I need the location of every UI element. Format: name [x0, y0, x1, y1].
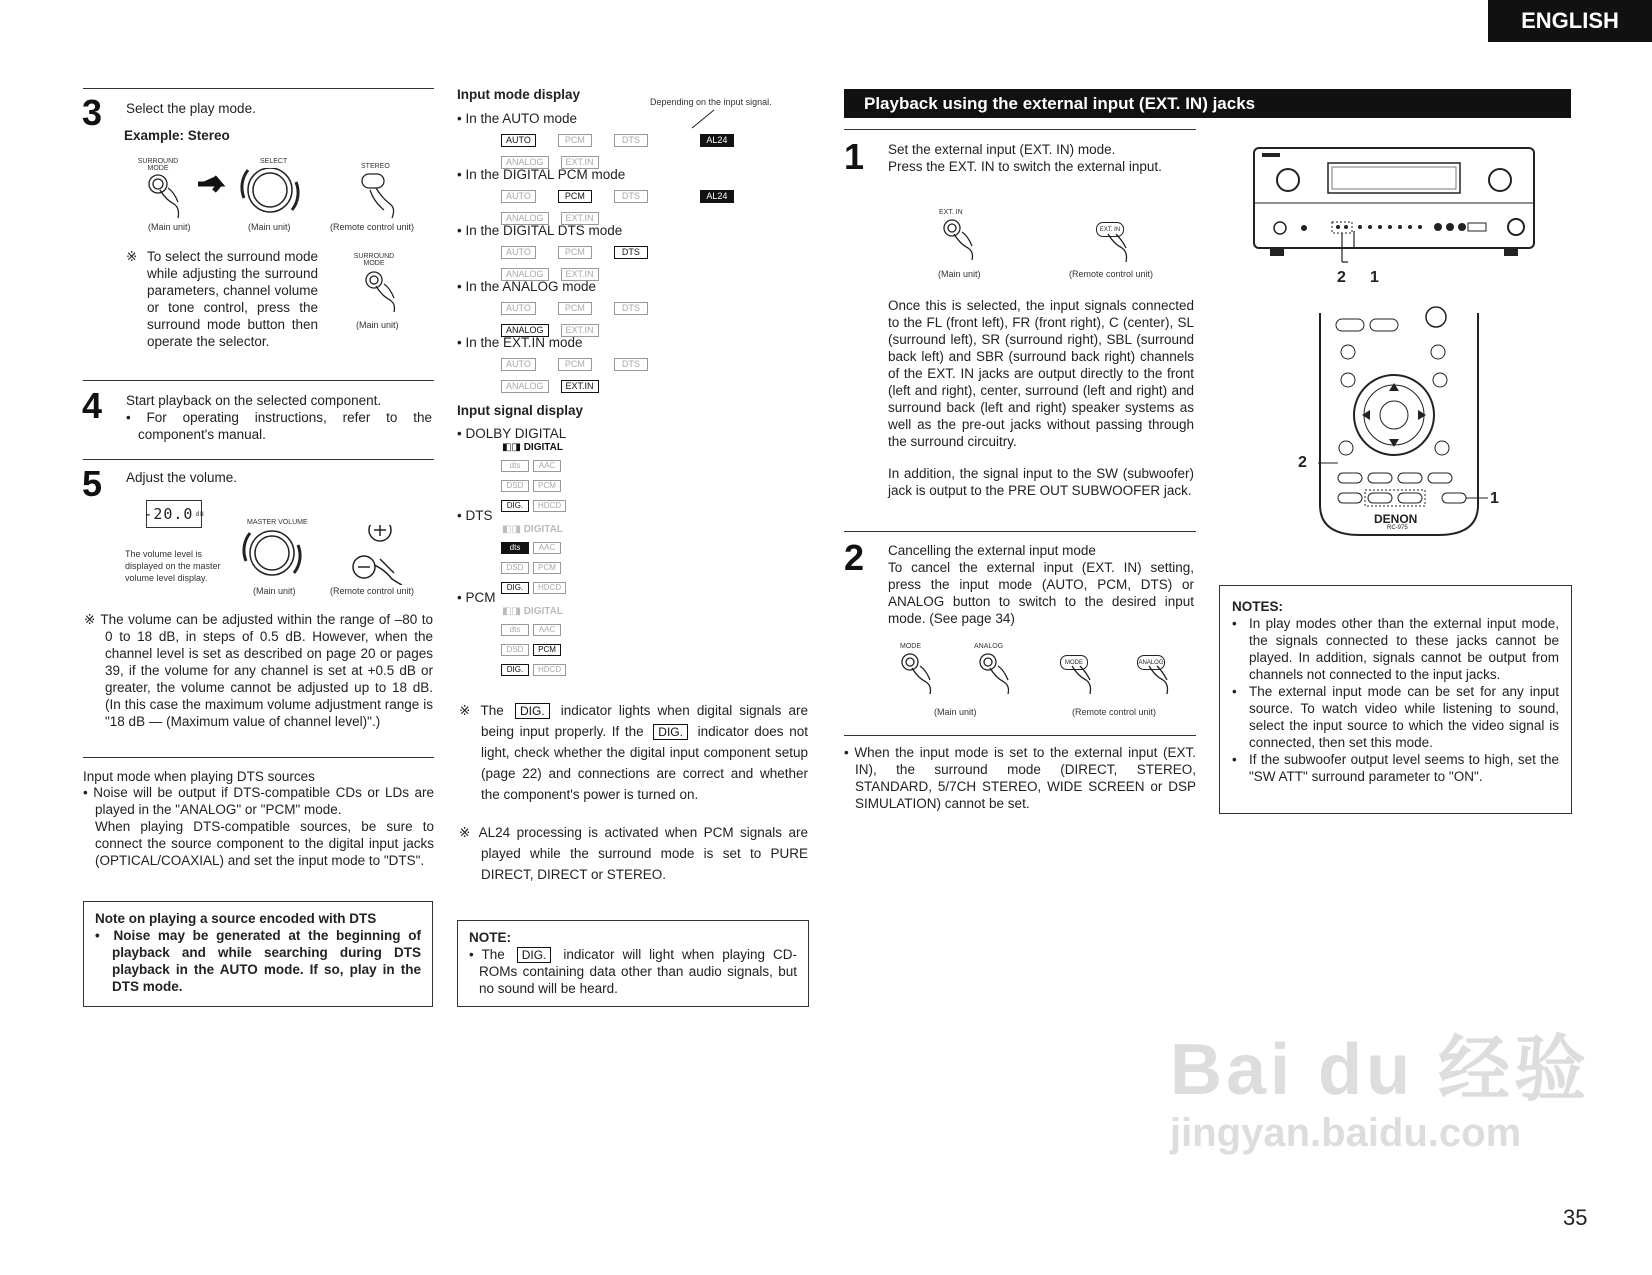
signal-block: [457, 589, 570, 677]
mode-indicator: PCM: [558, 302, 592, 315]
indicator-row: [501, 298, 670, 316]
signal-indicator: HDCD: [533, 664, 566, 676]
caption-remote-unit: (Remote control unit): [330, 222, 415, 232]
caption-main-unit: (Main unit): [934, 707, 977, 717]
input-mode-label: • In the EXT.IN mode: [457, 335, 583, 350]
step-3-illustration: [140, 168, 440, 230]
signal-indicator: DIG.: [501, 664, 529, 676]
signal-label: • PCM: [457, 590, 496, 605]
caption-main-unit: (Main unit): [248, 222, 291, 232]
step-3-text: Select the play mode.: [126, 101, 256, 116]
step-2-line2: To cancel the external input (EXT. IN) setting, press the input mode (AUTO, PCM, DTS) or ANALOG button to switch to the desired input mode. (See page 34): [888, 560, 1194, 626]
signal-indicator: PCM: [533, 562, 561, 574]
hand-press-icon: [360, 270, 404, 316]
mode-indicator: DTS: [614, 358, 648, 371]
signal-indicator: AAC: [533, 542, 561, 554]
mode-indicator: AUTO: [501, 302, 536, 315]
signal-indicator: dts: [501, 542, 529, 554]
ext-in-bottom-note: • When the input mode is set to the external input (EXT. IN), the surround mode (DIRECT, STEREO, STANDARD, 5/7CH STEREO, WIDE SCREEN or DSP SIMULATION) cannot be set.: [844, 745, 1196, 811]
input-mode-title: Input mode display: [457, 87, 581, 102]
signal-indicator-row: [501, 537, 570, 555]
signal-indicator: DSD: [501, 480, 529, 492]
ext-in-remote-button: EXT. IN: [1096, 222, 1124, 237]
signal-indicator: PCM: [533, 644, 561, 656]
signal-indicator: dts: [501, 624, 529, 636]
dig-note-box: [457, 920, 809, 1007]
step-1-line1: Set the external input (EXT. IN) mode.: [888, 142, 1116, 157]
dolby-digital-logo: ◧◨ DIGITAL: [502, 606, 563, 617]
divider: [83, 88, 434, 89]
mode-indicator: ANALOG: [501, 212, 549, 225]
signal-indicator: HDCD: [533, 500, 566, 512]
select-knob-icon: [242, 168, 298, 212]
mode-indicator: PCM: [558, 246, 592, 259]
signal-indicator: dts: [501, 460, 529, 472]
mode-indicator: EXT.IN: [561, 156, 599, 169]
mode-indicator: DTS: [614, 134, 648, 147]
signal-indicator: DSD: [501, 644, 529, 656]
mode-indicator: ANALOG: [501, 268, 549, 281]
mode-indicator: EXT.IN: [561, 380, 599, 393]
note-title: NOTE:: [469, 930, 511, 945]
mode-indicator: EXT.IN: [561, 324, 599, 337]
divider: [83, 380, 434, 381]
dts-section-title: Input mode when playing DTS sources: [83, 769, 315, 784]
example-label: Example: Stereo: [124, 128, 230, 143]
mode-indicator: EXT.IN: [561, 212, 599, 225]
input-mode-label: • In the ANALOG mode: [457, 279, 597, 294]
input-mode-label: • In the DIGITAL DTS mode: [457, 223, 623, 238]
signal-indicator-row: [501, 639, 570, 657]
al24-note: ※ AL24 processing is activated when PCM signals are played while the surround mode is set to PURE DIRECT, DIRECT or STEREO.: [459, 825, 808, 882]
remote-callout-2: 2: [1298, 454, 1307, 471]
hand-press-icon: [1104, 232, 1144, 270]
volume-display-note: The volume level is displayed on the master volume level display.: [125, 549, 221, 583]
signal-indicator: PCM: [533, 480, 561, 492]
hand-press-icon: [940, 218, 990, 264]
volume-value: -20.0: [143, 505, 194, 523]
step-1-line2: Press the EXT. IN to switch the external input.: [888, 159, 1162, 174]
divider: [83, 757, 434, 758]
remote-control: [1318, 305, 1488, 545]
al24-indicator: AL24: [700, 134, 734, 147]
step-4-number: 4: [82, 385, 103, 426]
mode-indicator: PCM: [558, 134, 592, 147]
input-mode-block: [457, 334, 670, 394]
indicator-row: [501, 186, 756, 204]
input-mode-block: [457, 166, 756, 226]
dts-note-item: • Noise may be generated at the beginning of playback and while searching during DTS playback in the AUTO mode. If so, play in the DTS mode.: [95, 928, 422, 994]
mode-indicator: AUTO: [501, 246, 536, 259]
signal-indicator: AAC: [533, 624, 561, 636]
notes-item: • The external input mode can be set for any input source. To watch video while listening to sound, select the input source to which the video signal is connected, then set this mode.: [1232, 684, 1559, 750]
step-1-number: 1: [844, 136, 865, 177]
signal-indicator: DIG.: [501, 582, 529, 594]
input-mode-label: • In the DIGITAL PCM mode: [457, 167, 626, 182]
watermark: [1170, 1030, 1590, 1156]
signal-indicator: AAC: [533, 460, 561, 472]
ext-in-label: EXT. IN: [939, 209, 963, 216]
signal-indicator: DIG.: [501, 500, 529, 512]
signal-block: [457, 507, 570, 595]
divider: [844, 735, 1196, 736]
notes-box: [1219, 585, 1572, 814]
signal-indicator-row: [501, 659, 570, 677]
arrow-right-icon: [198, 177, 220, 191]
volume-range-note: ※ The volume can be adjusted within the range of –80 to 0 to 18 dB, in steps of 0.5 dB. However, when the channel level is set as described on page 20 or pages 39, if the volume for any channel is set at +0.5 dB or greater, the volume cannot be adjusted up to 18 dB. (In this case the maximum volume adjustment range is "18 dB — (Maximum value of channel level)".): [84, 612, 433, 729]
notes-item: • In play modes other than the external input mode, the signals connected to these jacks cannot be played. In addition, signals cannot be output from channels not connected to the input jacks.: [1232, 616, 1559, 682]
caption-remote-unit: (Remote control unit): [330, 586, 415, 596]
signal-label: • DOLBY DIGITAL: [457, 426, 567, 441]
dts-note-title: Note on playing a source encoded with DTS: [95, 911, 377, 926]
dolby-digital-logo: ◧◨ DIGITAL: [502, 524, 563, 535]
hand-press-icon: [149, 175, 179, 218]
master-volume-knob-icon: [244, 531, 300, 575]
stereo-label: STEREO: [361, 163, 390, 170]
dts-note-box: [83, 901, 433, 1007]
step-4-text: Start playback on the selected component.: [126, 393, 382, 408]
signal-title: Input signal display: [457, 403, 584, 418]
mode-remote-button: MODE: [1060, 655, 1088, 670]
hand-press-icon: [1068, 664, 1188, 702]
callout-1: 1: [1370, 269, 1379, 286]
surround-mode-label: SURROUND MODE: [353, 253, 395, 267]
language-tab: ENGLISH: [1488, 0, 1652, 42]
step-2-line1: Cancelling the external input mode: [888, 543, 1096, 558]
notes-title: NOTES:: [1232, 599, 1284, 614]
step-3-note: To select the surround mode while adjusting the surround parameters, channel volume or tone control, press the surround mode button then operate the selector.: [147, 249, 318, 349]
notes-list: [1232, 615, 1559, 785]
master-volume-label: MASTER VOLUME: [247, 519, 308, 526]
step-3-number: 3: [82, 92, 103, 133]
signal-indicator-row: [501, 475, 570, 493]
signal-indicator-row: [501, 557, 570, 575]
note-text: • The DIG. indicator will light when playing CD-ROMs containing data other than audio signals, but no sound will be heard.: [469, 947, 797, 996]
section-title-bar: Playback using the external input (EXT. IN) jacks: [844, 89, 1571, 118]
mode-indicator: PCM: [558, 358, 592, 371]
input-mode-block: [457, 222, 670, 282]
step-2-number: 2: [844, 537, 865, 578]
caption-main-unit: (Main unit): [938, 269, 981, 279]
divider: [83, 459, 434, 460]
dig-indicator: DIG.: [653, 724, 688, 740]
dolby-icon: ◧◨: [502, 524, 524, 535]
volume-unit: dB: [195, 510, 205, 518]
step-5-text: Adjust the volume.: [126, 470, 238, 485]
caption-main-unit: (Main unit): [356, 320, 399, 330]
dig-note: ※ The DIG. indicator lights when digital signals are being input properly. If the DIG. indicator does not light, check whether the digital input component setup (page 22) and connections are correct and whether the component's power is turned on.: [459, 703, 808, 802]
select-label: SELECT: [260, 158, 288, 165]
note-mark: ※: [126, 249, 138, 264]
analog-label: ANALOG: [974, 643, 1004, 650]
caption-main-unit: (Main unit): [148, 222, 191, 232]
dig-indicator: DIG.: [515, 703, 550, 719]
callout-2: 2: [1337, 269, 1346, 286]
dts-paragraph: When playing DTS-compatible sources, be sure to connect the source component to the digital input jacks (OPTICAL/COAXIAL) and set the input mode to "DTS".: [95, 819, 434, 868]
mode-indicator: ANALOG: [501, 324, 549, 337]
mode-indicator: EXT.IN: [561, 268, 599, 281]
volume-up-down-icon: [353, 525, 402, 585]
ext-in-description: Once this is selected, the input signals connected to the FL (front left), FR (front right), C (center), SL (surround left), SR (surround right), SBL (surround back left) and SBR (surround back right) channels of the EXT. IN jacks are output directly to the front (left and right), center, surround (left and right) and surround back (left and right) speaker systems as well as the pre-out jacks without passing through the surround circuitry.: [888, 298, 1194, 449]
mode-indicator: PCM: [558, 190, 592, 203]
signal-label: • DTS: [457, 508, 493, 523]
divider: [844, 129, 1196, 130]
mode-indicator: AUTO: [501, 134, 536, 147]
caption-main-unit: (Main unit): [253, 586, 296, 596]
analog-remote-button: ANALOG: [1137, 655, 1165, 670]
mode-indicator: AUTO: [501, 190, 536, 203]
ext-in-subwoofer-note: In addition, the signal input to the SW (subwoofer) jack is output to the PRE OUT SUBWOOFER jack.: [888, 466, 1194, 498]
step-5-number: 5: [82, 463, 103, 504]
indicator-row: [501, 130, 756, 148]
dolby-digital-logo: ◧◨ DIGITAL: [502, 442, 563, 453]
signal-indicator-row: [501, 619, 570, 637]
input-mode-block: [457, 278, 670, 338]
depending-note: Depending on the input signal.: [650, 97, 772, 107]
notes-item: • If the subwoofer output level seems to high, set the "SW ATT" surround parameter to "ON".: [1232, 752, 1559, 784]
indicator-row: [501, 242, 670, 260]
caption-remote-unit: (Remote control unit): [1072, 707, 1157, 717]
stereo-button-icon: [362, 174, 394, 218]
input-mode-block: [457, 110, 756, 170]
page-number: 35: [1563, 1205, 1588, 1230]
watermark-logo: Bai du 经验: [1170, 1030, 1591, 1110]
al24-indicator: AL24: [700, 190, 734, 203]
volume-display: [143, 500, 205, 528]
mode-indicator: DTS: [614, 190, 648, 203]
dig-indicator: DIG.: [517, 947, 552, 963]
mode-indicator: ANALOG: [501, 156, 549, 169]
remote-callout-1: 1: [1490, 490, 1499, 507]
signal-indicator: HDCD: [533, 582, 566, 594]
indicator-row: [501, 376, 670, 394]
step-4-bullet: • For operating instructions, refer to the component's manual.: [126, 410, 432, 442]
signal-indicator: DSD: [501, 562, 529, 574]
receiver-front-panel: [1252, 145, 1552, 275]
dolby-icon: ◧◨: [502, 442, 524, 453]
signal-indicator-row: [501, 455, 570, 473]
divider: [844, 531, 1196, 532]
input-mode-label: • In the AUTO mode: [457, 111, 578, 126]
signal-block: [457, 425, 570, 513]
indicator-row: [501, 354, 670, 372]
dolby-icon: ◧◨: [502, 606, 524, 617]
hand-press-icon: [896, 652, 1036, 700]
surround-mode-label: SURROUND MODE: [137, 158, 179, 172]
remote-model: RC-975: [1387, 525, 1408, 531]
mode-indicator: AUTO: [501, 358, 536, 371]
watermark-url: jingyan.baidu.com: [1170, 1111, 1522, 1155]
caption-remote-unit: (Remote control unit): [1069, 269, 1154, 279]
mode-indicator: DTS: [614, 302, 648, 315]
mode-indicator: DTS: [614, 246, 648, 259]
remote-brand: DENON: [1374, 512, 1418, 526]
dts-bullet: • Noise will be output if DTS-compatible CDs or LDs are played in the "ANALOG" or "PCM" mode.: [83, 785, 434, 817]
step-5-illustration: [240, 525, 440, 585]
mode-label: MODE: [900, 643, 921, 650]
mode-indicator: ANALOG: [501, 380, 549, 393]
